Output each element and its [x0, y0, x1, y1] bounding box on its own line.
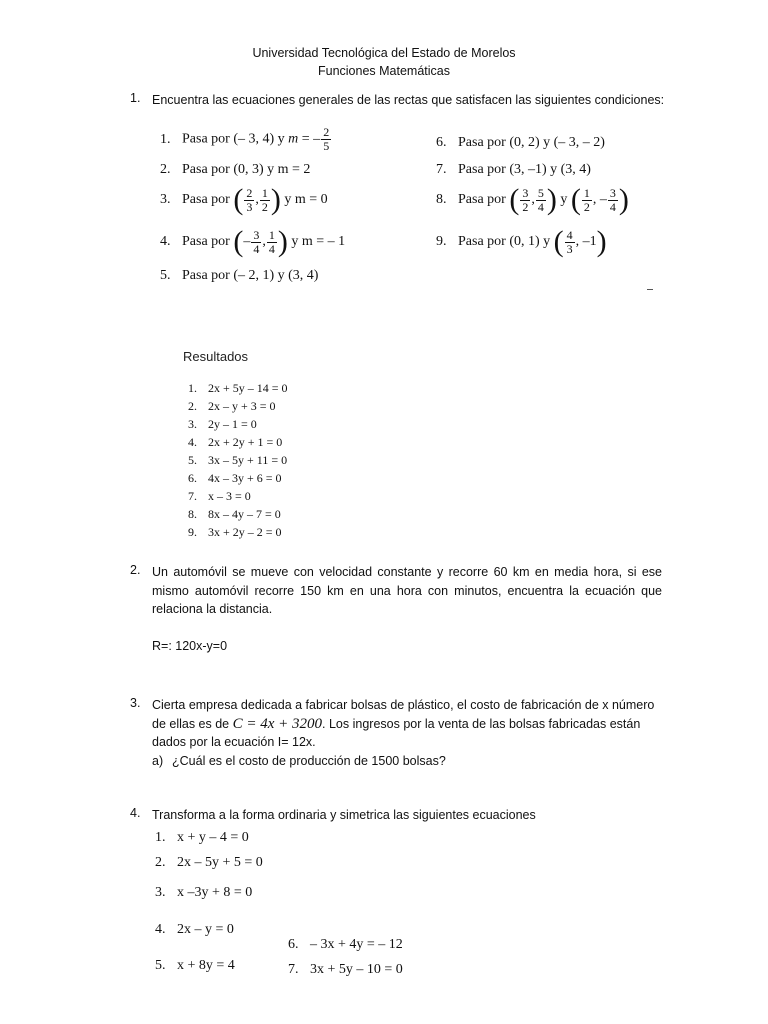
result-equation: 2x + 2y + 1 = 0: [208, 435, 283, 449]
q1-item-6: [436, 135, 605, 151]
q1-item-8-fraction-3: [582, 187, 592, 214]
q1-item-9: [436, 227, 607, 257]
q4-item-2: [155, 855, 263, 871]
fraction-denominator: 2: [522, 199, 529, 214]
q4-item-equation: – 3x + 4y = – 12: [310, 937, 403, 952]
subject-title: Funciones Matemáticas: [317, 64, 450, 78]
q1-item-5-number: 5.: [160, 268, 171, 283]
question-2-number: 2.: [130, 563, 141, 577]
q1-item-1: [160, 126, 332, 153]
minus-sign: –: [243, 234, 251, 250]
q1-item-5-text: Pasa por (– 2, 1) y (3, 4): [182, 268, 319, 283]
result-number: 8.: [188, 507, 197, 521]
q4-item-number: 6.: [288, 937, 299, 952]
fraction-denominator: 2: [583, 199, 590, 214]
stray-dash-mark: [647, 289, 653, 290]
result-number: 6.: [188, 471, 197, 485]
q1-item-3-fraction-x: [244, 187, 254, 214]
fraction-numerator: 3: [609, 185, 616, 200]
q4-item-equation: 2x – 5y + 5 = 0: [177, 855, 263, 870]
q1-item-7-number: 7.: [436, 162, 447, 177]
right-paren: ): [277, 225, 288, 258]
q1-item-8-pre: Pasa por: [458, 192, 506, 208]
q1-item-7: [436, 162, 591, 178]
q1-item-4-pre: Pasa por: [182, 234, 230, 250]
q1-item-3-post: y m = 0: [284, 192, 328, 208]
q1-item-8-fraction-4: [608, 187, 618, 214]
fraction-numerator: 2: [323, 125, 330, 139]
fraction-numerator: 3: [522, 185, 529, 200]
minus-sign: –: [599, 192, 607, 208]
result-number: 7.: [188, 489, 197, 503]
question-3-text-a: Cierta empresa dedicada a fabricar bolsas de plástico, el costo de fabricación de x número de ellas es de: [152, 698, 655, 731]
fraction-numerator: 2: [246, 185, 253, 200]
q4-item-7: [288, 962, 403, 978]
question-3-number: 3.: [130, 696, 141, 710]
q4-item-number: 2.: [155, 855, 166, 870]
q4-item-number: 7.: [288, 962, 299, 977]
q1-item-2: [160, 162, 310, 178]
q4-item-number: 1.: [155, 830, 166, 845]
university-title: Universidad Tecnológica del Estado de Morelos: [252, 46, 516, 60]
result-number: 2.: [188, 399, 197, 413]
q4-item-number: 3.: [155, 885, 166, 900]
question-3-sub-label: a): [152, 754, 164, 768]
fraction-denominator: 5: [323, 139, 330, 153]
question-2-answer: R=: 120x-y=0: [152, 639, 228, 653]
q1-item-1-number: 1.: [160, 131, 171, 147]
result-number: 5.: [188, 453, 197, 467]
q1-item-9-tail: , –1: [575, 234, 597, 250]
right-paren: ): [270, 183, 281, 216]
q1-item-6-number: 6.: [436, 135, 447, 150]
fraction-numerator: 1: [261, 185, 268, 200]
cost-formula: C = 4x + 3200: [232, 715, 323, 732]
left-paren: (: [570, 183, 581, 216]
result-item: [188, 451, 288, 469]
results-title: Resultados: [183, 349, 249, 364]
q1-item-8-conjunction: y: [560, 192, 568, 208]
result-equation: 3x + 2y – 2 = 0: [208, 525, 282, 539]
q4-item-equation: 2x – y = 0: [177, 922, 234, 937]
q4-item-number: 5.: [155, 958, 166, 973]
q4-item-equation: x + 8y = 4: [177, 958, 235, 973]
fraction-denominator: 3: [246, 199, 253, 214]
q1-item-3-fraction-y: [260, 187, 270, 214]
right-paren: ): [546, 183, 557, 216]
left-paren: (: [553, 225, 564, 258]
question-4-number: 4.: [130, 806, 141, 820]
q1-item-9-pre: Pasa por (0, 1) y: [458, 234, 551, 250]
q1-item-8-number: 8.: [436, 192, 447, 208]
q1-item-4-fraction-x: [251, 229, 261, 256]
q4-item-4: [155, 922, 234, 938]
question-1-text: Encuentra las ecuaciones generales de las rectas que satisfacen las siguientes condiciones:: [152, 93, 665, 107]
question-3-text: [152, 696, 664, 752]
q4-item-5: [155, 958, 235, 974]
question-1-number: 1.: [130, 91, 141, 105]
question-2-text: Un automóvil se mueve con velocidad constante y recorre 60 km en media hora, si ese mismo automóvil recorre 150 km en una hora con minutos, encuentra la ecuación que relaciona la distancia.: [152, 565, 662, 616]
result-equation: 8x – 4y – 7 = 0: [208, 507, 281, 521]
fraction-numerator: 1: [268, 227, 275, 242]
right-paren: ): [596, 225, 607, 258]
q1-item-4-post: y m = – 1: [291, 234, 346, 250]
result-item: [188, 469, 288, 487]
result-item: [188, 397, 288, 415]
question-4-text: Transforma a la forma ordinaria y simetrica las siguientes ecuaciones: [152, 808, 536, 822]
result-item: [188, 505, 288, 523]
result-equation: 2y – 1 = 0: [208, 417, 257, 431]
q1-item-2-text: Pasa por (0, 3) y m = 2: [182, 162, 311, 177]
fraction-denominator: 3: [566, 241, 573, 256]
q1-item-3: 3. Pasa por ( $\frac{2}{3}$ , $\frac{1}{2}$ ) y m = 0: [160, 183, 328, 216]
fraction-numerator: 1: [583, 185, 590, 200]
q4-item-equation: x + y – 4 = 0: [177, 830, 249, 845]
q1-item-8: 8. Pasa por ( $\frac{3}{2}$ , $\frac{5}{4}$ ) y ( $\frac{1}{2}$ , – $\frac{3}{4}$ ): [436, 183, 629, 216]
fraction-denominator: 4: [609, 199, 616, 214]
result-equation: 4x – 3y + 6 = 0: [208, 471, 282, 485]
left-paren: (: [509, 183, 520, 216]
q1-item-1-fraction: [321, 126, 331, 153]
q1-item-1-text: Pasa por (– 3, 4) y: [182, 131, 289, 147]
result-item: [188, 523, 288, 541]
q1-item-7-text: Pasa por (3, –1) y (3, 4): [458, 162, 591, 177]
q1-item-4-number: 4.: [160, 234, 171, 250]
q1-item-4-fraction-y: [267, 229, 277, 256]
q4-item-number: 4.: [155, 922, 166, 937]
result-number: 4.: [188, 435, 197, 449]
result-number: 1.: [188, 381, 197, 395]
fraction-denominator: 4: [253, 241, 260, 256]
fraction-denominator: 4: [537, 199, 544, 214]
result-item: [188, 487, 288, 505]
left-paren: (: [233, 225, 244, 258]
q1-item-8-fraction-1: [520, 187, 530, 214]
q1-item-9-number: 9.: [436, 234, 447, 250]
q1-item-3-number: 3.: [160, 192, 171, 208]
q1-item-6-text: Pasa por (0, 2) y (– 3, – 2): [458, 135, 605, 150]
q1-item-1-m: m: [288, 131, 299, 147]
question-3-sub-text: ¿Cuál es el costo de producción de 1500 bolsas?: [172, 754, 446, 768]
q4-item-equation: x –3y + 8 = 0: [177, 885, 253, 900]
result-equation: 3x – 5y + 11 = 0: [208, 453, 288, 467]
fraction-denominator: 4: [268, 241, 275, 256]
result-number: 3.: [188, 417, 197, 431]
result-equation: x – 3 = 0: [208, 489, 251, 503]
question-3-text-b: . Los ingresos por la venta de las bolsas fabricadas están dados por la ecuación I= 12x.: [152, 716, 641, 749]
fraction-numerator: 4: [566, 227, 573, 242]
q4-item-6: [288, 937, 403, 953]
q1-item-9-fraction: [565, 229, 575, 256]
results-list: [188, 379, 288, 541]
q1-item-1-eq: = –: [298, 131, 321, 147]
q1-item-5: [160, 268, 318, 284]
result-item: [188, 415, 288, 433]
right-paren: ): [618, 183, 629, 216]
q4-item-equation: 3x + 5y – 10 = 0: [310, 962, 403, 977]
result-equation: 2x + 5y – 14 = 0: [208, 381, 288, 395]
result-equation: 2x – y + 3 = 0: [208, 399, 276, 413]
result-item: [188, 433, 288, 451]
q4-item-3: [155, 885, 252, 901]
q1-item-2-number: 2.: [160, 162, 171, 177]
left-paren: (: [233, 183, 244, 216]
fraction-numerator: 3: [253, 227, 260, 242]
result-item: [188, 379, 288, 397]
q1-item-3-pre: Pasa por: [182, 192, 230, 208]
fraction-denominator: 2: [261, 199, 268, 214]
fraction-numerator: 5: [537, 185, 544, 200]
q1-item-4: 4. Pasa por (– $\frac{3}{4}$ , $\frac{1}{4}$ ) y m = – 1: [160, 225, 346, 258]
q1-item-8-fraction-2: [536, 187, 546, 214]
result-number: 9.: [188, 525, 197, 539]
q4-item-1: [155, 830, 249, 846]
